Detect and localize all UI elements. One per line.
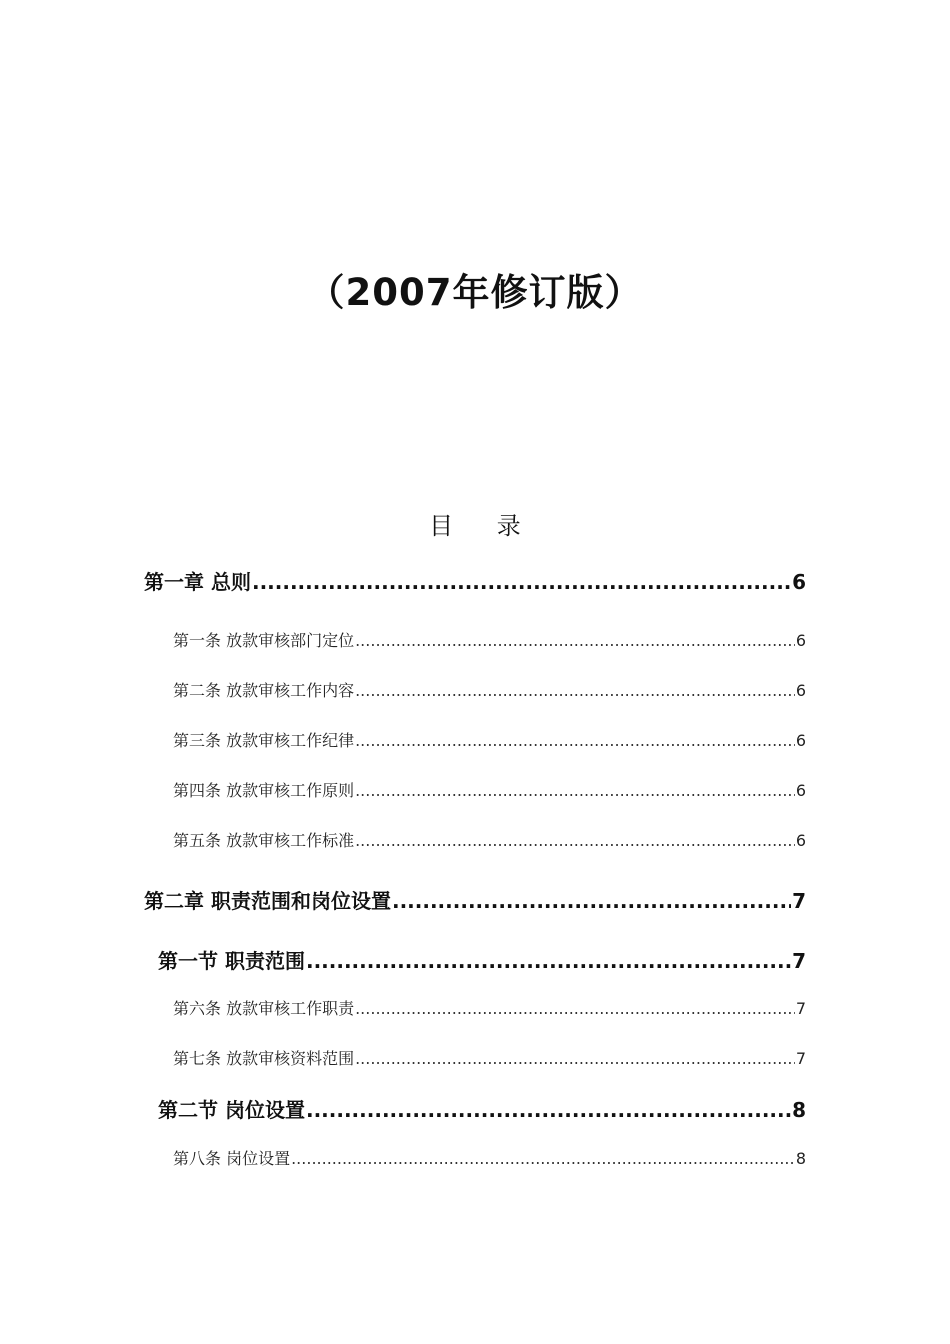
toc-dot-leader	[392, 889, 791, 913]
toc-entry-page: 6	[795, 781, 806, 800]
toc-entry-article-3[interactable]	[173, 728, 806, 751]
toc-entry-article-2[interactable]	[173, 678, 806, 701]
toc-dot-leader	[355, 999, 795, 1018]
toc-entry-page: 7	[792, 889, 806, 913]
toc-entry-page: 7	[795, 1049, 806, 1068]
toc-entry-label: 第一条 放款审核部门定位	[173, 631, 355, 650]
toc-entry-chapter-2[interactable]	[144, 885, 806, 914]
toc-entry-label: 第七条 放款审核资料范围	[173, 1049, 355, 1068]
toc-entry-page: 7	[795, 999, 806, 1018]
toc-entry-article-7[interactable]	[173, 1046, 806, 1069]
toc-entry-label: 第二章 职责范围和岗位设置	[144, 889, 391, 913]
toc-entry-section-1[interactable]	[158, 945, 806, 974]
toc-entry-page: 6	[795, 681, 806, 700]
toc-entry-label: 第一章 总则	[144, 570, 251, 594]
toc-dot-leader	[355, 831, 795, 850]
toc-entry-label: 第四条 放款审核工作原则	[173, 781, 355, 800]
toc-entry-label: 第二节 岗位设置	[158, 1098, 305, 1122]
toc-entry-label: 第一节 职责范围	[158, 949, 305, 973]
toc-entry-label: 第三条 放款审核工作纪律	[173, 731, 355, 750]
toc-entry-page: 7	[792, 949, 806, 973]
toc-entry-page: 6	[795, 831, 806, 850]
toc-entry-section-2[interactable]	[158, 1094, 806, 1123]
toc-dot-leader	[252, 570, 791, 594]
toc-entry-chapter-1[interactable]	[144, 566, 806, 595]
toc-entry-article-5[interactable]	[173, 828, 806, 851]
toc-entry-page: 6	[795, 731, 806, 750]
toc-heading: 目 录	[429, 512, 539, 540]
toc-dot-leader	[355, 681, 795, 700]
toc-dot-leader	[355, 1049, 795, 1068]
toc-dot-leader	[355, 731, 795, 750]
toc-entry-page: 6	[795, 631, 806, 650]
toc-dot-leader	[306, 1098, 791, 1122]
toc-dot-leader	[355, 631, 795, 650]
toc-dot-leader	[355, 781, 795, 800]
toc-entry-label: 第八条 岗位设置	[173, 1149, 291, 1168]
toc-entry-page: 8	[795, 1149, 806, 1168]
toc-entry-article-1[interactable]	[173, 628, 806, 651]
toc-entry-label: 第五条 放款审核工作标准	[173, 831, 355, 850]
toc-entry-article-8[interactable]	[173, 1146, 806, 1169]
toc-dot-leader	[291, 1149, 795, 1168]
toc-entry-label: 第二条 放款审核工作内容	[173, 681, 355, 700]
toc-entry-page: 8	[792, 1098, 806, 1122]
document-version-title: （2007年修订版）	[307, 271, 643, 314]
toc-entry-article-6[interactable]	[173, 996, 806, 1019]
toc-entry-page: 6	[792, 570, 806, 594]
toc-dot-leader	[306, 949, 791, 973]
toc-entry-article-4[interactable]	[173, 778, 806, 801]
toc-entry-label: 第六条 放款审核工作职责	[173, 999, 355, 1018]
